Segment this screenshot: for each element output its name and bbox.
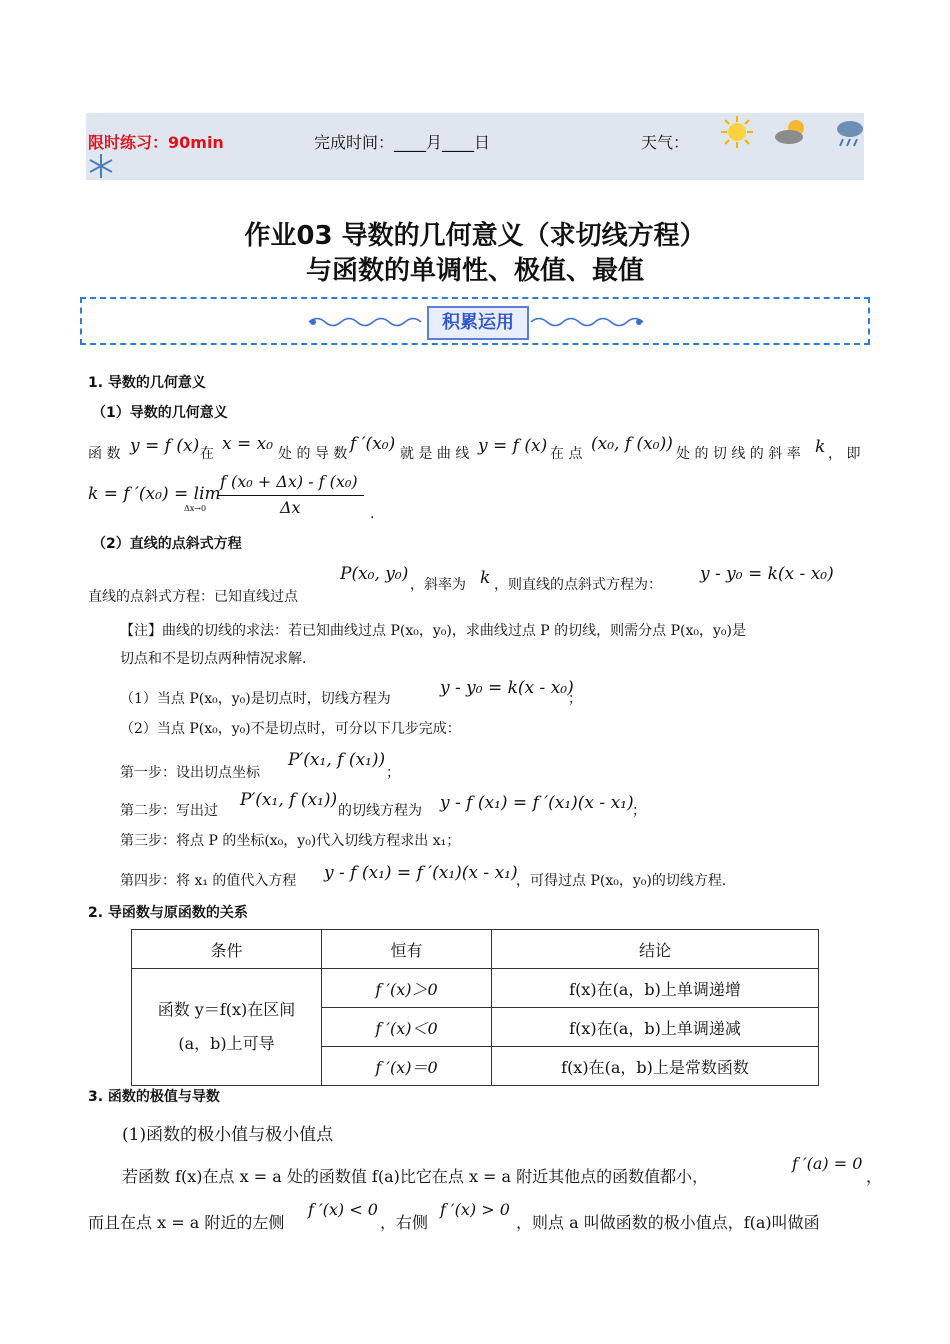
table-cell-sign: f ′(x)＞0 [322,969,492,1008]
table-header: 恒有 [322,930,492,969]
table-header: 条件 [132,930,322,969]
section1-sub1: （1）导数的几何意义 [92,405,228,421]
table-cell-sign: f ′(x)＝0 [322,1047,492,1086]
table-cell-condition: 函数 y＝f(x)在区间 (a，b)上可导 [132,969,322,1086]
derivative-limit-formula: k = f ′(x₀) = lim Δx→0 f (x₀ + Δx) - f (x₀) Δx . [88,472,375,522]
table-header: 结论 [492,930,819,969]
step3: 第三步：将点 P 的坐标(x₀，y₀)代入切线方程求出 x₁； [120,833,461,849]
section1-sub2: （2）直线的点斜式方程 [92,536,242,552]
section1-heading: 1. 导数的几何意义 [88,375,206,391]
wave-left-decoration [307,313,423,331]
note-line2: 切点和不是切点两种情况求解. [120,651,307,667]
time-limit: 限时练习：90min [88,133,224,152]
point-slope-form: P(x₀, y₀) ，斜率为 k ，则直线的点斜式方程为： y - y₀ = k(x - x₀) 直线的点斜式方程：已知直线过点 [88,564,834,605]
finish-time: 完成时间：____月____日 [314,133,491,152]
table-cell-result: f(x)在(a，b)上单调递增 [492,969,819,1008]
section3-sub1: (1)函数的极小值与极小值点 [122,1125,334,1145]
minimum-definition-line1: 若函数 f(x)在点 x = a 处的函数值 f(a)比它在点 x = a 附近其他点的函数值都小， f ′(a) = 0 ， [122,1154,883,1186]
case2: （2）当点 P(x₀，y₀)不是切点时，可分以下几步完成： [120,721,461,737]
rain-icon [834,117,866,149]
section-banner [80,297,870,345]
step4: 第四步：将 x₁ 的值代入方程 y - f (x₁) = f ′(x₁)(x - x₁) ，可得过点 P(x₀，y₀)的切线方程. [120,863,727,889]
table-header-row [132,930,819,969]
page-title-line2: 与函数的单调性、极值、最值 [305,256,644,286]
section2-heading: 2. 导函数与原函数的关系 [88,905,248,921]
wave-right-decoration [529,313,645,331]
note-line1: 【注】曲线的切线的求法：若已知曲线过点 P(x₀，y₀)，求曲线过点 P 的切线，则需分点 P(x₀，y₀)是 [120,623,746,639]
partly-cloudy-icon [772,117,812,147]
table-cell-result: f(x)在(a，b)上是常数函数 [492,1047,819,1086]
section3-heading: 3. 函数的极值与导数 [88,1089,220,1105]
weather-label: 天气： [641,133,690,152]
page-title-line1: 作业03 导数的几何意义（求切线方程） [244,221,706,251]
table-cell-sign: f ′(x)＜0 [322,1008,492,1047]
sun-icon [720,115,754,149]
table-row [132,969,819,1008]
header-band [86,113,864,180]
step1: 第一步：设出切点坐标 P′(x₁, f (x₁)) ； [120,750,400,781]
derivative-relation-table [131,929,819,1086]
minimum-definition-line2: 而且在点 x = a 附近的左侧 f ′(x) < 0 ，右侧 f ′(x) > 0 ，则点 a 叫做函数的极小值点，f(a)叫做函 [88,1200,820,1232]
case1: （1）当点 P(x₀，y₀)是切点时，切线方程为 y - y₀ = k(x - x₀) ； [120,678,582,707]
snowflake-icon [88,153,114,179]
derivative-definition: 函 数 y = f (x) 在 x = x₀ 处 的 导 数 f ′(x₀) 就 是 曲 线 y = f (x) 在 点 (x₀, f (x₀)) 处 的 切 线 的 斜 率 k ， 即 [88,434,861,462]
banner-label: 积累运用 [427,306,529,340]
table-cell-result: f(x)在(a，b)上单调递减 [492,1008,819,1047]
step2: 第二步：写出过 P′(x₁, f (x₁)) 的切线方程为 y - f (x₁) = f ′(x₁)(x - x₁) ； [120,790,646,819]
